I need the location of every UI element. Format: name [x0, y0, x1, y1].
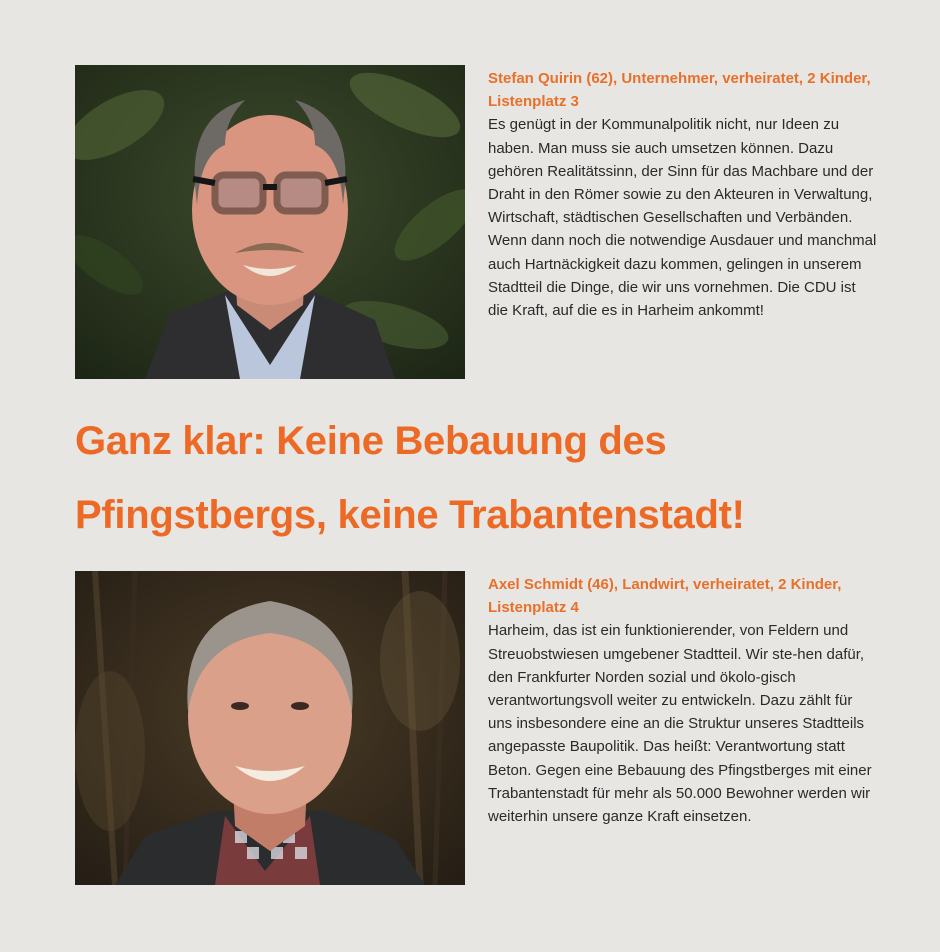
- headline-line-2: Pfingstbergs, keine Trabantenstadt!: [75, 493, 745, 537]
- candidate-statement: Harheim, das ist ein funktionierender, von Feldern und Streuobstwiesen umgebener Stadtteil. Wir ste-hen dafür, den Frankfurter Norden sozial und ökolo-gisch verantwortungsvoll weiter zu entwickeln. Dazu zählt für uns insbesondere eine an die Struktur unseres Stadtteils angepasste Baupolitik. Das heißt: Verantwortung statt Beton. Gegen eine Bebauung des Pfingstberges mit einer Trabantenstadt für mehr als 50.000 Bewohner werden wir weiterhin unsere ganze Kraft einsetzen.: [488, 622, 872, 826]
- candidate-name-line: Stefan Quirin (62), Unternehmer, verheiratet, 2 Kinder, Listenplatz 3: [488, 70, 871, 111]
- candidate-statement: Es genügt in der Kommunalpolitik nicht, nur Ideen zu haben. Man muss sie auch umsetzen können. Dazu gehören Realitätssinn, der Sinn für das Machbare und der Draht in den Römer sowie zu den Akteuren in Verwaltung, Wirtschaft, städtischen Gesellschaften und Verbänden. Wenn dann noch die notwendige Ausdauer und manchmal auch Hartnäckigkeit dazu kommen, gelingen in unserem Stadtteil die Dinge, die wir uns vornehmen. Die CDU ist die Kraft, auf die es in Harheim ankommt!: [488, 116, 877, 320]
- portrait-axel-schmidt: [75, 571, 465, 885]
- headline: [75, 404, 925, 552]
- headline-line-1: Ganz klar: Keine Bebauung des: [75, 419, 667, 463]
- candidate-profile-1: [488, 67, 878, 322]
- candidate-name-line: Axel Schmidt (46), Landwirt, verheiratet, 2 Kinder, Listenplatz 4: [488, 576, 842, 617]
- candidate-profile-2: [488, 573, 878, 828]
- portrait-stefan-quirin: [75, 65, 465, 379]
